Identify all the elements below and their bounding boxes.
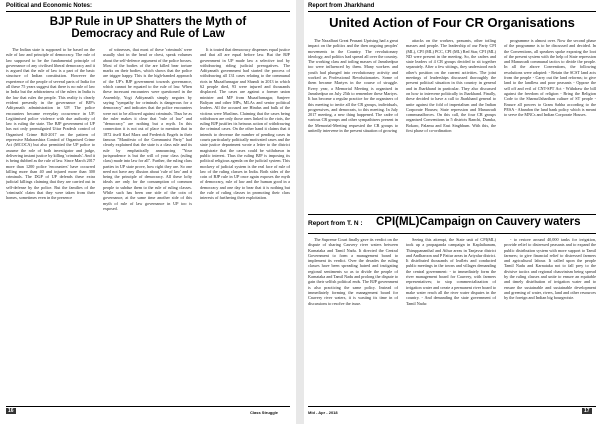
box-rule-bottom bbox=[308, 233, 596, 234]
article-headline: United Action of Four CR Organisations bbox=[329, 15, 575, 30]
article-column-1: The Naxalbari Great Peasant Uprising had a great impact on the politics and the then ongoing peoples' movements in the Country. The revolutionary ideology, and politics had spread all over the country. The working class and toiling masses of Jamshedpur too were influenced by them. Many workers and youth had plunged into revolutionary activity and worked as Professional Revolutionaries. Some of them became Martyrs in the course of struggle. Every year, a Memorial Meeting is organised in Jamshedpur on July 25th to remember these Martyrs. It has become a regular practice for the organisers of this meeting to invite all the CR groups, individuals, progressives, and democrats, to this meeting. In July 2017 meeting, a new thing happened. The cadre of various CR groups and other sympathisers present in the Memorial-Meeting requested the CR groups to unitedly intervene in the present situation of growing bbox=[308, 38, 398, 134]
page-number: 17 bbox=[584, 408, 590, 414]
box-column-2: Seeing this attempt, the State unit of CPI(ML) took up a propaganda campaign in Kaplathanam, Thiruppananthal and Athur areas in Tanjavur district and Andharoon and P Pattur areas in Ariyalur district. It distributed thousands of leaflets and conducted public meetings in the towns and villages demanding the central government: - to immediately form the river management board for Cauvery, with farmers representatives; to stop commercialization of irrigation water and create a permanent river board to make water reach all the river water disputes in the country. - And demanding the state government of Tamil Nadu: bbox=[406, 237, 496, 306]
issue-label: Mid - Apr - 2018 bbox=[308, 410, 338, 415]
page-number: 16 bbox=[8, 408, 14, 414]
box-headline: CPI(ML)Campaign on Cauvery waters bbox=[376, 216, 581, 228]
section-rule bbox=[308, 11, 596, 12]
report-label: Report from T. N : bbox=[308, 220, 363, 227]
section-tag: Report from Jharkhand bbox=[308, 3, 375, 9]
section-rule bbox=[6, 11, 290, 12]
footer-rule bbox=[308, 406, 596, 407]
left-page bbox=[0, 0, 296, 424]
right-page bbox=[304, 0, 600, 424]
box-rule-top bbox=[308, 214, 596, 215]
page-gutter bbox=[296, 0, 304, 424]
footer-rule bbox=[6, 406, 290, 407]
box-column-1: The Supreme Court finally gave its verdict on the dispute of sharing Cauvery river waters between Karnataka and Tamil Nadu. It directed the Central Government to form a management board to implement its verdict. Over the decades the ruling classes have been spreading hatred and instigating regional sentiments so as to divide the people of Karnataka and Tamil Nadu and prolong the dispute to gain their selfish political ends. The BJP government is also practicing the same policy. Instead of immediately forming the management board for Cauvery river waters, it is wasting its time in of discussions to resolve the issue. bbox=[308, 237, 398, 306]
box-column-3: - to restore around 40,000 tanks for irrigation, provide relief to distressed peasants and to expand the public distribution system with more support to Tamil farmers; to give financial relief to distressed farmers and agricultural labour. It called upon the people Tamil Nadu and Karnataka not to fall prey to the divisive tactics and regional chauvinism being spread by the ruling classes and unite to ensure an equitable and timely distribution of irrigation water and to ensure the sustainable and sustainable development and greening of water, rivers, land and other resources by the foreign and Indian big bourgeoisie. bbox=[504, 237, 596, 301]
article-headline: BJP Rule in UP Shatters the Myth of Democracy and Rule of Law bbox=[49, 16, 247, 41]
section-tag: Political and Economic Notes: bbox=[6, 3, 93, 9]
article-column-1: The Indian state is supposed to be based on the rule of law and principle of democracy. The rule of law supposed to be the fundamental principle of governance of any civilised liberal democracy and it is argued that the rule of law is a part of the basic structure of Indian constitution. However the experience of the people of several parts of India for all these 75 years suggest that there is no rule of law in India but the arbitrariness of the rulers in India is the law that rules the people. This reality is clearly evident presently in the governance of BJP's Adityanath administration in UP. The police encounters became everyday occurrence in UP. Legitimised police violence with due authority of law is ruling the state. The BJP government of UP has not only promulgated Uttar Pradesh control of Organised Crime Bill-2017 on the pattern of repressive Maharashtra Control of Organised Crime Act (MCOCA) but also permitted the UP police to assume the role of both investigator and judge, delivering instant justice by killing 'criminals'. And it is being dubbed as the rule of law. Since March 2017 more than 1200 police 'encounters' have occurred killing more than 40 and injured more than 300 criminals. The DGP of UP defends these extra judicial killings claiming that they are carried out in self-defense by the police. But the families of the 'criminals' claim that they were taken from their homes, sometimes even in the presence bbox=[6, 47, 95, 201]
article-column-2: of witnesses, that most of these 'criminals' were usually shot in the head or chest, speak volumes about the self-defence argument of the police bosses. Most of the bodies of the are killed bear torture marks on their bodies, which shows that the police are trigger happy. This is the high-handed approach of the UP's BJP government towards governance, which cannot be equated to the rule of law. When these incessant encounters were questioned in the Assembly, Yogi Adityanath simply negates by saying "sympathy for criminals is dangerous for a democracy" and indicates that the police encounters were not to be allowed against criminals. Thus he as the ruler makes it clear that "rule of law" and "democracy" are nothing but a myth. In this connection it is not out of place to mention that in 1872 itself Karl Marx and Frederick Engels in their famous "Manifesto of the Communist Party" had clearly explained that the state is a class rule and its rule by emphatically announcing "Your jurisprudence is but the will of your class (ruling class) made into law for all". Further, the ruling class parties in UP state prove, how right they are. So one need not have any illusion about 'rule of law' and it being the principle of democracy. All these lofty ideals are only for the consumption of common people to subdue them to the rule of ruling classes. While such has been one side of the coin of governance, at the same time another side of this myth of rule of law governance in UP too is exposed. bbox=[103, 47, 192, 211]
article-column-3: programme is almost over. Now the second phase of the programme is to be discussed and decided. In the Conventions, all speakers spoke exposing the loot of the present system with the help of State repression and Manuwadi communal tactics to divide the people. In all the above Conventions, the following resolutions were adopted: - Retain the SCST land acts from the people - Carry out the land reforms; to give land to the landless and poor peasants - Oppose the sell off and evil of CNT-SPT Act - Withdraw the bill against the freedom of religion - Bring the Religion Code to the Sharna/Jaharthan culture of ST people - Ensure all powers to Gram Sabha according to the PESA - Abandon the land bank policy which is meant to serve the MNCs and Indian Corporate Houses. bbox=[504, 38, 596, 118]
article-column-2: attacks on the workers, peasants, other toiling masses and people. The leadership of our Party CPI (ML), CPI (ML) PCC, CPI (ML) Red Star, CPI (ML) ND were present in the meeting. So, the cadres and state leaders of 4 CR groups decided to sit together separately. After a few sittings, they understood each other's position on the current activities. The joint meetings of leaderships discussed thoroughly the present political situation in this country in general and in Jharkhand in particular. They also discussed on how to intervene politically in Jharkhand. Finally, these decided to have a call to Jharkhand general to unite against the fold of imperialism and the Indian Corporate Houses; State repression and Manuwadi communalforces. On this call, the four CR groups organised Conventions in 5 districts Ranchi, Dumka, Bokaro, Palamu and East Singbhum. With this, the first phase of co-ordination bbox=[406, 38, 496, 134]
issue-label: Class Struggle bbox=[250, 410, 279, 415]
article-column-3: It is touted that democracy dispenses equal justice and that all are equal before law. But the BJP government in UP made law a selective tool by withdrawing riding judicial prerogatives. The Adityanath government had started the process of withdrawing all 131 cases relating to the communal riots in Muzaffarnagar and Shamli in 2013 in which 62 people died, 93 were injured and thousands displaced. The cases are against a former union minister and MP from Muzaffarnagar, Sanjeev Baliyan and other MPs, MLAs and senior political leaders. All the accused are Hindus and bulk of the victims were Muslims. Claiming that the cases being withdrawn are only those ones linked to the riots, the ruling BJP justifies its heinous action of withdrawing the criminal cases. On the other hand it claims that it intends to decrease the number of pending cases in courts particularly politically motivated cases and the state justice department wrote a letter to the district magistrate that the cases could be withdrawn in public interest. Thus the ruling BJP is imposing its political religious agenda on the judicial system. This mockery of judicial system is the real face of rule of law of the ruling classes in India. Both sides of the coin of BJP rule in UP once again exposes the myth of democracy, rule of law and the human good in a democracy and one day to bear that it is nothing but the rule of ruling classes in promoting their class interests of furthering their exploitation. bbox=[200, 47, 290, 201]
